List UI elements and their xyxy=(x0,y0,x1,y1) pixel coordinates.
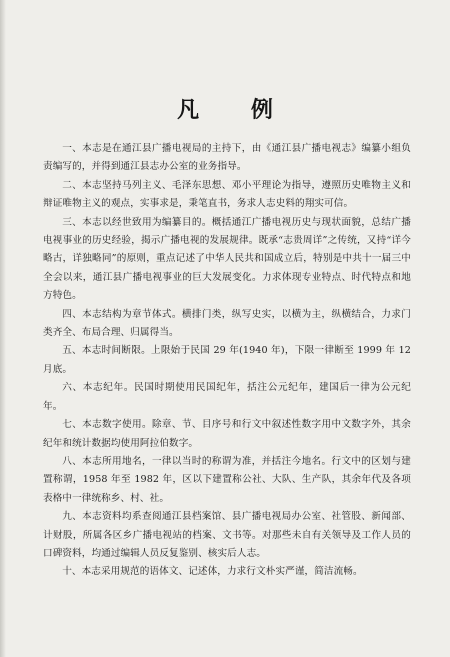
document-body xyxy=(43,140,411,582)
paragraph-7: 七、本志数字使用。除章、节、目序号和行文中叙述性数字用中文数字外，其余纪年和统计数据均使用阿拉伯数字。 xyxy=(43,419,411,449)
paragraph-9: 九、本志资料均系查阅通江县档案馆、县广播电视局办公室、社管股、新闻部、计财股，所属各区乡广播电视站的档案、文书等。对那些未自有关领导及工作人员的口碑资料，均通过编辑人员反复鉴别、核实后人志。 xyxy=(43,511,411,559)
page-title: 凡 例 xyxy=(177,98,295,123)
paragraph-2: 二、本志坚持马列主义、毛泽东思想、邓小平理论为指导，遵照历史唯物主义和辩证唯物主义的观点，实事求是，秉笔直书，务求人志史料的翔实可信。 xyxy=(43,179,411,210)
paragraph-5: 五、本志时间断限。上限始于民国 29 年(1940 年)，下限一律断至 1999 年 12 月底。 xyxy=(43,345,411,375)
paragraph-8: 八、本志所用地名，一律以当时的称谓为准，并括注今地名。行文中的区划与建置称谓，1958 年至 1982 年，区以下建置称公社、大队、生产队，其余年代及各项表格中一律统称乡、村、社。 xyxy=(43,455,411,504)
paragraph-4: 四、本志结构为章节体式。横排门类，纵写史实，以横为主，纵横结合，力求门类齐全、布局合理、归属得当。 xyxy=(43,308,411,339)
paragraph-10: 十、本志采用规范的语体文、记述体，力求行文朴实严谨，简洁流畅。 xyxy=(62,566,363,578)
paragraph-6: 六、本志纪年。民国时期使用民国纪年，括注公元纪年，建国后一律为公元纪年。 xyxy=(43,382,411,412)
paragraph-3: 三、本志以经世致用为编纂目的。概括通江广播电视历史与现状面貌，总结广播电视事业的历史经验，揭示广播电视的发展规律。既承“志贵周详”之传统，又持“详今略古，详独略同”的原则，重点记述了中华人民共和国成立后，特别是中共十一届三中全会以来，通江县广播电视事业的巨大发展变化。力求体现专业特点、时代特点和地方特色。 xyxy=(43,216,411,302)
paragraph-1: 一、本志是在通江县广播电视局的主持下，由《通江县广播电视志》编纂小组负责编写的，并得到通江县志办公室的业务指导。 xyxy=(43,143,411,173)
